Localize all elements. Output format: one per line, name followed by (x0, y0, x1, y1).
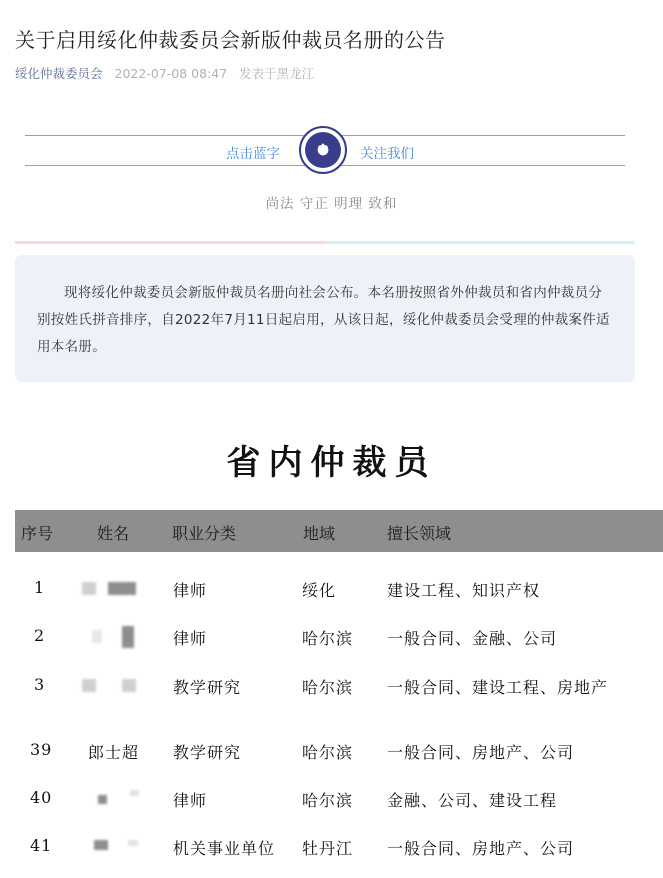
redacted-name (98, 795, 107, 804)
column-header-field: 擅长领域 (387, 524, 452, 543)
row-field: 一般合同、金融、公司 (387, 629, 558, 648)
table-row (0, 618, 663, 658)
article-meta (15, 64, 314, 82)
notice-box (15, 255, 635, 382)
row-region: 哈尔滨 (302, 678, 354, 697)
column-header-region: 地域 (303, 524, 336, 543)
row-category: 律师 (173, 791, 208, 810)
motto-text: 尚法 守正 明理 致和 (265, 196, 398, 212)
row-category: 机关事业单位 (173, 839, 276, 858)
row-field: 建设工程、知识产权 (387, 581, 541, 600)
row-category: 律师 (173, 581, 208, 600)
row-category: 教学研究 (173, 743, 242, 762)
follow-click-text[interactable]: 点击蓝字 (226, 146, 280, 162)
row-region: 哈尔滨 (302, 629, 354, 648)
roster-table-header (15, 510, 663, 552)
row-field: 金融、公司、建设工程 (387, 791, 558, 810)
row-number: 1 (34, 578, 46, 597)
row-number: 39 (30, 740, 53, 759)
row-number: 40 (30, 788, 53, 807)
publish-date: 2022-07-08 08:47 (114, 66, 228, 81)
table-row (0, 570, 663, 610)
table-row (0, 828, 663, 868)
row-category: 律师 (173, 629, 208, 648)
column-header-no: 序号 (21, 524, 54, 543)
publish-location: 发表于黑龙江 (239, 66, 315, 81)
redacted-name (82, 582, 96, 595)
row-region: 哈尔滨 (302, 791, 354, 810)
row-number: 41 (30, 836, 53, 855)
row-field: 一般合同、房地产、公司 (387, 839, 575, 858)
redacted-name (82, 679, 96, 692)
redacted-name (122, 679, 136, 692)
column-header-name: 姓名 (97, 524, 130, 543)
redacted-name (128, 840, 138, 846)
row-category: 教学研究 (173, 678, 242, 697)
account-name-link[interactable]: 绥化仲裁委员会 (15, 66, 103, 81)
divider-left (15, 241, 325, 244)
table-row (0, 732, 663, 772)
row-number: 2 (34, 626, 46, 645)
roster-heading: 省内仲裁员 (226, 443, 437, 483)
row-region: 哈尔滨 (302, 743, 354, 762)
row-field: 一般合同、房地产、公司 (387, 743, 575, 762)
table-row (0, 667, 663, 707)
table-row (0, 780, 663, 820)
emblem-center-icon: ✱ (305, 132, 341, 168)
row-field: 一般合同、建设工程、房地产 (387, 678, 609, 697)
row-region: 牡丹江 (302, 839, 354, 858)
redacted-name (108, 582, 136, 595)
follow-us-text[interactable]: 关注我们 (360, 146, 414, 162)
redacted-name (94, 840, 108, 850)
notice-text: 现将绥化仲裁委员会新版仲裁员名册向社会公布。本名册按照省外仲裁员和省内仲裁员分别按姓氏拼音排序，自2022年7月11日起启用，从该日起，绥化仲裁委员会受理的仲裁案件适用本名册。 (37, 285, 610, 355)
redacted-name (130, 790, 139, 796)
row-number: 3 (34, 675, 46, 694)
redacted-name (92, 630, 102, 643)
divider-right (325, 241, 635, 244)
emblem-logo-icon[interactable] (299, 126, 347, 174)
redacted-name (122, 626, 134, 648)
article-title: 关于启用绥化仲裁委员会新版仲裁员名册的公告 (15, 28, 446, 52)
row-name: 郎士超 (88, 743, 140, 762)
row-region: 绥化 (302, 581, 337, 600)
column-header-category: 职业分类 (172, 524, 237, 543)
